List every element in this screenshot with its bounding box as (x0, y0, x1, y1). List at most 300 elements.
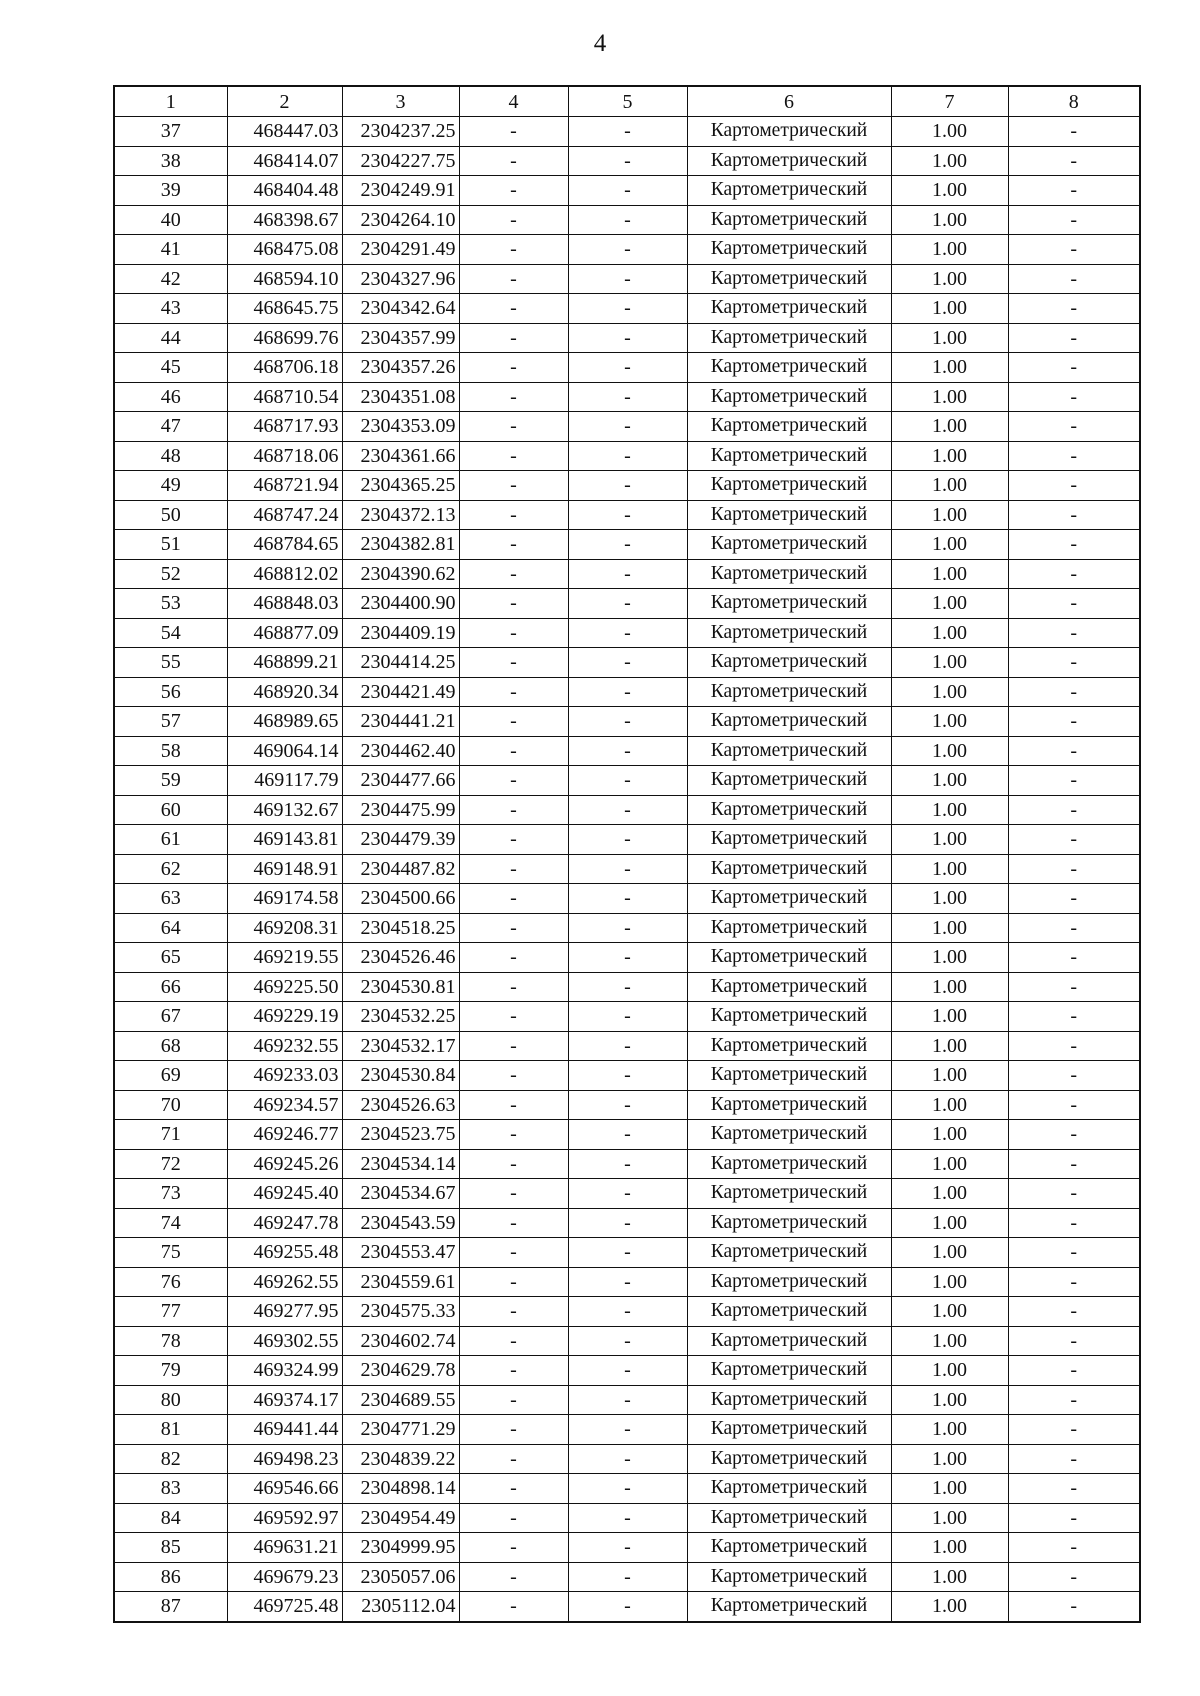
col5-cell: - (568, 1238, 687, 1268)
col5-cell: - (568, 736, 687, 766)
table-row (114, 1061, 1140, 1091)
x-coordinate-cell: 468710.54 (227, 382, 342, 412)
method-cell: Картометрический (687, 1562, 891, 1592)
col5-cell: - (568, 943, 687, 973)
x-coordinate-cell: 469064.14 (227, 736, 342, 766)
col8-cell: - (1008, 323, 1140, 353)
x-coordinate-cell: 469262.55 (227, 1267, 342, 1297)
table-row (114, 294, 1140, 324)
method-cell: Картометрический (687, 736, 891, 766)
x-coordinate-cell: 468747.24 (227, 500, 342, 530)
table-row (114, 943, 1140, 973)
col4-cell: - (459, 825, 568, 855)
method-cell: Картометрический (687, 1208, 891, 1238)
x-coordinate-cell: 469302.55 (227, 1326, 342, 1356)
y-coordinate-cell: 2304365.25 (342, 471, 459, 501)
method-cell: Картометрический (687, 1031, 891, 1061)
table-row (114, 677, 1140, 707)
col4-cell: - (459, 1326, 568, 1356)
accuracy-cell: 1.00 (891, 618, 1008, 648)
point-number-cell: 75 (114, 1238, 227, 1268)
y-coordinate-cell: 2304532.25 (342, 1002, 459, 1032)
method-cell: Картометрический (687, 176, 891, 206)
col5-cell: - (568, 1208, 687, 1238)
accuracy-cell: 1.00 (891, 677, 1008, 707)
x-coordinate-cell: 469324.99 (227, 1356, 342, 1386)
method-cell: Картометрический (687, 323, 891, 353)
table-row (114, 1208, 1140, 1238)
accuracy-cell: 1.00 (891, 766, 1008, 796)
accuracy-cell: 1.00 (891, 1208, 1008, 1238)
y-coordinate-cell: 2304291.49 (342, 235, 459, 265)
col8-cell: - (1008, 559, 1140, 589)
table-row (114, 884, 1140, 914)
col4-cell: - (459, 500, 568, 530)
table-row (114, 1385, 1140, 1415)
x-coordinate-cell: 469247.78 (227, 1208, 342, 1238)
col4-cell: - (459, 1562, 568, 1592)
col8-cell: - (1008, 264, 1140, 294)
accuracy-cell: 1.00 (891, 1179, 1008, 1209)
col4-cell: - (459, 1061, 568, 1091)
x-coordinate-cell: 469546.66 (227, 1474, 342, 1504)
table-row (114, 854, 1140, 884)
col8-cell: - (1008, 500, 1140, 530)
col8-cell: - (1008, 1533, 1140, 1563)
col4-cell: - (459, 618, 568, 648)
method-cell: Картометрический (687, 441, 891, 471)
y-coordinate-cell: 2305057.06 (342, 1562, 459, 1592)
point-number-cell: 43 (114, 294, 227, 324)
y-coordinate-cell: 2304479.39 (342, 825, 459, 855)
accuracy-cell: 1.00 (891, 117, 1008, 147)
method-cell: Картометрический (687, 1326, 891, 1356)
table-row (114, 1503, 1140, 1533)
point-number-cell: 49 (114, 471, 227, 501)
col8-cell: - (1008, 382, 1140, 412)
x-coordinate-cell: 469631.21 (227, 1533, 342, 1563)
point-number-cell: 74 (114, 1208, 227, 1238)
col5-cell: - (568, 235, 687, 265)
table-row (114, 1444, 1140, 1474)
accuracy-cell: 1.00 (891, 1474, 1008, 1504)
y-coordinate-cell: 2304518.25 (342, 913, 459, 943)
y-coordinate-cell: 2304477.66 (342, 766, 459, 796)
col5-cell: - (568, 146, 687, 176)
accuracy-cell: 1.00 (891, 1385, 1008, 1415)
col5-cell: - (568, 825, 687, 855)
col8-cell: - (1008, 618, 1140, 648)
col8-cell: - (1008, 1238, 1140, 1268)
col4-cell: - (459, 1385, 568, 1415)
accuracy-cell: 1.00 (891, 1503, 1008, 1533)
col8-cell: - (1008, 530, 1140, 560)
method-cell: Картометрический (687, 559, 891, 589)
col4-cell: - (459, 1238, 568, 1268)
coordinates-table (113, 85, 1141, 1623)
point-number-cell: 60 (114, 795, 227, 825)
point-number-cell: 57 (114, 707, 227, 737)
accuracy-cell: 1.00 (891, 913, 1008, 943)
accuracy-cell: 1.00 (891, 294, 1008, 324)
y-coordinate-cell: 2304351.08 (342, 382, 459, 412)
col5-cell: - (568, 500, 687, 530)
point-number-cell: 50 (114, 500, 227, 530)
col5-cell: - (568, 972, 687, 1002)
table-row (114, 1002, 1140, 1032)
col4-cell: - (459, 441, 568, 471)
x-coordinate-cell: 469679.23 (227, 1562, 342, 1592)
x-coordinate-cell: 469117.79 (227, 766, 342, 796)
point-number-cell: 68 (114, 1031, 227, 1061)
accuracy-cell: 1.00 (891, 884, 1008, 914)
table-row (114, 412, 1140, 442)
col8-cell: - (1008, 1179, 1140, 1209)
method-cell: Картометрический (687, 795, 891, 825)
accuracy-cell: 1.00 (891, 1326, 1008, 1356)
col4-cell: - (459, 117, 568, 147)
point-number-cell: 55 (114, 648, 227, 678)
point-number-cell: 72 (114, 1149, 227, 1179)
col8-cell: - (1008, 943, 1140, 973)
point-number-cell: 48 (114, 441, 227, 471)
col8-cell: - (1008, 1149, 1140, 1179)
col8-cell: - (1008, 707, 1140, 737)
col4-cell: - (459, 1533, 568, 1563)
table-row (114, 500, 1140, 530)
y-coordinate-cell: 2304475.99 (342, 795, 459, 825)
table-row (114, 1474, 1140, 1504)
point-number-cell: 42 (114, 264, 227, 294)
column-header: 7 (891, 86, 1008, 117)
col8-cell: - (1008, 795, 1140, 825)
column-header: 5 (568, 86, 687, 117)
col5-cell: - (568, 1415, 687, 1445)
method-cell: Картометрический (687, 854, 891, 884)
y-coordinate-cell: 2304999.95 (342, 1533, 459, 1563)
y-coordinate-cell: 2304353.09 (342, 412, 459, 442)
col5-cell: - (568, 1503, 687, 1533)
method-cell: Картометрический (687, 205, 891, 235)
table-row (114, 766, 1140, 796)
table-row (114, 736, 1140, 766)
method-cell: Картометрический (687, 1149, 891, 1179)
x-coordinate-cell: 469208.31 (227, 913, 342, 943)
table-row (114, 648, 1140, 678)
table-row (114, 972, 1140, 1002)
accuracy-cell: 1.00 (891, 589, 1008, 619)
x-coordinate-cell: 468414.07 (227, 146, 342, 176)
col5-cell: - (568, 766, 687, 796)
table-row (114, 117, 1140, 147)
x-coordinate-cell: 468717.93 (227, 412, 342, 442)
method-cell: Картометрический (687, 1444, 891, 1474)
col8-cell: - (1008, 1356, 1140, 1386)
x-coordinate-cell: 469219.55 (227, 943, 342, 973)
method-cell: Картометрический (687, 530, 891, 560)
x-coordinate-cell: 468699.76 (227, 323, 342, 353)
table-row (114, 1326, 1140, 1356)
col4-cell: - (459, 559, 568, 589)
x-coordinate-cell: 469498.23 (227, 1444, 342, 1474)
method-cell: Картометрический (687, 1267, 891, 1297)
page-number: 4 (593, 30, 607, 57)
y-coordinate-cell: 2304462.40 (342, 736, 459, 766)
col4-cell: - (459, 913, 568, 943)
accuracy-cell: 1.00 (891, 1562, 1008, 1592)
method-cell: Картометрический (687, 589, 891, 619)
method-cell: Картометрический (687, 1503, 891, 1533)
table-row (114, 1149, 1140, 1179)
method-cell: Картометрический (687, 1592, 891, 1622)
col4-cell: - (459, 146, 568, 176)
y-coordinate-cell: 2304414.25 (342, 648, 459, 678)
x-coordinate-cell: 469174.58 (227, 884, 342, 914)
table-row (114, 264, 1140, 294)
table-row (114, 559, 1140, 589)
col4-cell: - (459, 766, 568, 796)
col8-cell: - (1008, 736, 1140, 766)
col5-cell: - (568, 1533, 687, 1563)
x-coordinate-cell: 469441.44 (227, 1415, 342, 1445)
y-coordinate-cell: 2304771.29 (342, 1415, 459, 1445)
table-row (114, 205, 1140, 235)
accuracy-cell: 1.00 (891, 1238, 1008, 1268)
table-row (114, 382, 1140, 412)
col5-cell: - (568, 884, 687, 914)
col4-cell: - (459, 677, 568, 707)
y-coordinate-cell: 2304543.59 (342, 1208, 459, 1238)
x-coordinate-cell: 468475.08 (227, 235, 342, 265)
col4-cell: - (459, 736, 568, 766)
col4-cell: - (459, 1031, 568, 1061)
x-coordinate-cell: 468398.67 (227, 205, 342, 235)
x-coordinate-cell: 469277.95 (227, 1297, 342, 1327)
col4-cell: - (459, 884, 568, 914)
col8-cell: - (1008, 825, 1140, 855)
method-cell: Картометрический (687, 1356, 891, 1386)
y-coordinate-cell: 2304409.19 (342, 618, 459, 648)
header-row (114, 86, 1140, 117)
col8-cell: - (1008, 146, 1140, 176)
col8-cell: - (1008, 1267, 1140, 1297)
point-number-cell: 52 (114, 559, 227, 589)
col4-cell: - (459, 382, 568, 412)
accuracy-cell: 1.00 (891, 1149, 1008, 1179)
col5-cell: - (568, 412, 687, 442)
col4-cell: - (459, 1208, 568, 1238)
method-cell: Картометрический (687, 412, 891, 442)
point-number-cell: 44 (114, 323, 227, 353)
accuracy-cell: 1.00 (891, 530, 1008, 560)
point-number-cell: 84 (114, 1503, 227, 1533)
col8-cell: - (1008, 766, 1140, 796)
y-coordinate-cell: 2304839.22 (342, 1444, 459, 1474)
table-row (114, 1562, 1140, 1592)
accuracy-cell: 1.00 (891, 795, 1008, 825)
method-cell: Картометрический (687, 1179, 891, 1209)
point-number-cell: 56 (114, 677, 227, 707)
y-coordinate-cell: 2304361.66 (342, 441, 459, 471)
x-coordinate-cell: 469143.81 (227, 825, 342, 855)
col4-cell: - (459, 589, 568, 619)
method-cell: Картометрический (687, 766, 891, 796)
col8-cell: - (1008, 353, 1140, 383)
x-coordinate-cell: 468404.48 (227, 176, 342, 206)
table-row (114, 707, 1140, 737)
point-number-cell: 45 (114, 353, 227, 383)
table-body (114, 86, 1140, 1622)
method-cell: Картометрический (687, 707, 891, 737)
table-row (114, 825, 1140, 855)
point-number-cell: 46 (114, 382, 227, 412)
point-number-cell: 51 (114, 530, 227, 560)
method-cell: Картометрический (687, 1120, 891, 1150)
point-number-cell: 37 (114, 117, 227, 147)
y-coordinate-cell: 2304602.74 (342, 1326, 459, 1356)
col8-cell: - (1008, 913, 1140, 943)
x-coordinate-cell: 468784.65 (227, 530, 342, 560)
col5-cell: - (568, 1267, 687, 1297)
point-number-cell: 69 (114, 1061, 227, 1091)
y-coordinate-cell: 2304575.33 (342, 1297, 459, 1327)
col8-cell: - (1008, 1562, 1140, 1592)
col8-cell: - (1008, 1031, 1140, 1061)
col4-cell: - (459, 1179, 568, 1209)
table-row (114, 1031, 1140, 1061)
col8-cell: - (1008, 117, 1140, 147)
point-number-cell: 61 (114, 825, 227, 855)
accuracy-cell: 1.00 (891, 1061, 1008, 1091)
col4-cell: - (459, 1297, 568, 1327)
col4-cell: - (459, 972, 568, 1002)
col8-cell: - (1008, 1444, 1140, 1474)
x-coordinate-cell: 469234.57 (227, 1090, 342, 1120)
table-row (114, 441, 1140, 471)
column-header: 2 (227, 86, 342, 117)
col8-cell: - (1008, 1120, 1140, 1150)
y-coordinate-cell: 2304400.90 (342, 589, 459, 619)
x-coordinate-cell: 468645.75 (227, 294, 342, 324)
table-row (114, 1297, 1140, 1327)
y-coordinate-cell: 2304534.14 (342, 1149, 459, 1179)
point-number-cell: 67 (114, 1002, 227, 1032)
accuracy-cell: 1.00 (891, 854, 1008, 884)
col5-cell: - (568, 559, 687, 589)
col4-cell: - (459, 1002, 568, 1032)
col8-cell: - (1008, 1503, 1140, 1533)
col8-cell: - (1008, 1208, 1140, 1238)
x-coordinate-cell: 469229.19 (227, 1002, 342, 1032)
col5-cell: - (568, 294, 687, 324)
y-coordinate-cell: 2304534.67 (342, 1179, 459, 1209)
accuracy-cell: 1.00 (891, 1002, 1008, 1032)
y-coordinate-cell: 2304264.10 (342, 205, 459, 235)
method-cell: Картометрический (687, 1002, 891, 1032)
col8-cell: - (1008, 1061, 1140, 1091)
col5-cell: - (568, 589, 687, 619)
method-cell: Картометрический (687, 1297, 891, 1327)
table-row (114, 176, 1140, 206)
accuracy-cell: 1.00 (891, 323, 1008, 353)
col4-cell: - (459, 648, 568, 678)
point-number-cell: 82 (114, 1444, 227, 1474)
col4-cell: - (459, 1356, 568, 1386)
x-coordinate-cell: 469374.17 (227, 1385, 342, 1415)
y-coordinate-cell: 2304500.66 (342, 884, 459, 914)
table-row (114, 1356, 1140, 1386)
accuracy-cell: 1.00 (891, 471, 1008, 501)
col5-cell: - (568, 618, 687, 648)
col4-cell: - (459, 353, 568, 383)
y-coordinate-cell: 2304342.64 (342, 294, 459, 324)
accuracy-cell: 1.00 (891, 648, 1008, 678)
col5-cell: - (568, 205, 687, 235)
accuracy-cell: 1.00 (891, 707, 1008, 737)
accuracy-cell: 1.00 (891, 1415, 1008, 1445)
point-number-cell: 73 (114, 1179, 227, 1209)
accuracy-cell: 1.00 (891, 382, 1008, 412)
col4-cell: - (459, 1267, 568, 1297)
y-coordinate-cell: 2304249.91 (342, 176, 459, 206)
point-number-cell: 66 (114, 972, 227, 1002)
point-number-cell: 38 (114, 146, 227, 176)
accuracy-cell: 1.00 (891, 1031, 1008, 1061)
x-coordinate-cell: 468706.18 (227, 353, 342, 383)
col5-cell: - (568, 1120, 687, 1150)
col4-cell: - (459, 323, 568, 353)
col4-cell: - (459, 795, 568, 825)
x-coordinate-cell: 469592.97 (227, 1503, 342, 1533)
y-coordinate-cell: 2304629.78 (342, 1356, 459, 1386)
table-row (114, 1533, 1140, 1563)
accuracy-cell: 1.00 (891, 1120, 1008, 1150)
point-number-cell: 58 (114, 736, 227, 766)
point-number-cell: 47 (114, 412, 227, 442)
x-coordinate-cell: 469255.48 (227, 1238, 342, 1268)
col5-cell: - (568, 264, 687, 294)
table-row (114, 235, 1140, 265)
table-row (114, 618, 1140, 648)
method-cell: Картометрический (687, 1385, 891, 1415)
table-row (114, 471, 1140, 501)
col8-cell: - (1008, 1090, 1140, 1120)
method-cell: Картометрический (687, 1238, 891, 1268)
table-row (114, 146, 1140, 176)
table-row (114, 589, 1140, 619)
x-coordinate-cell: 469245.26 (227, 1149, 342, 1179)
method-cell: Картометрический (687, 235, 891, 265)
col4-cell: - (459, 205, 568, 235)
method-cell: Картометрический (687, 264, 891, 294)
col8-cell: - (1008, 1385, 1140, 1415)
col5-cell: - (568, 1385, 687, 1415)
y-coordinate-cell: 2304390.62 (342, 559, 459, 589)
col8-cell: - (1008, 235, 1140, 265)
x-coordinate-cell: 468594.10 (227, 264, 342, 294)
x-coordinate-cell: 468447.03 (227, 117, 342, 147)
col5-cell: - (568, 382, 687, 412)
point-number-cell: 40 (114, 205, 227, 235)
x-coordinate-cell: 469246.77 (227, 1120, 342, 1150)
y-coordinate-cell: 2304530.81 (342, 972, 459, 1002)
x-coordinate-cell: 468920.34 (227, 677, 342, 707)
accuracy-cell: 1.00 (891, 235, 1008, 265)
col8-cell: - (1008, 294, 1140, 324)
accuracy-cell: 1.00 (891, 943, 1008, 973)
method-cell: Картометрический (687, 913, 891, 943)
col4-cell: - (459, 1090, 568, 1120)
